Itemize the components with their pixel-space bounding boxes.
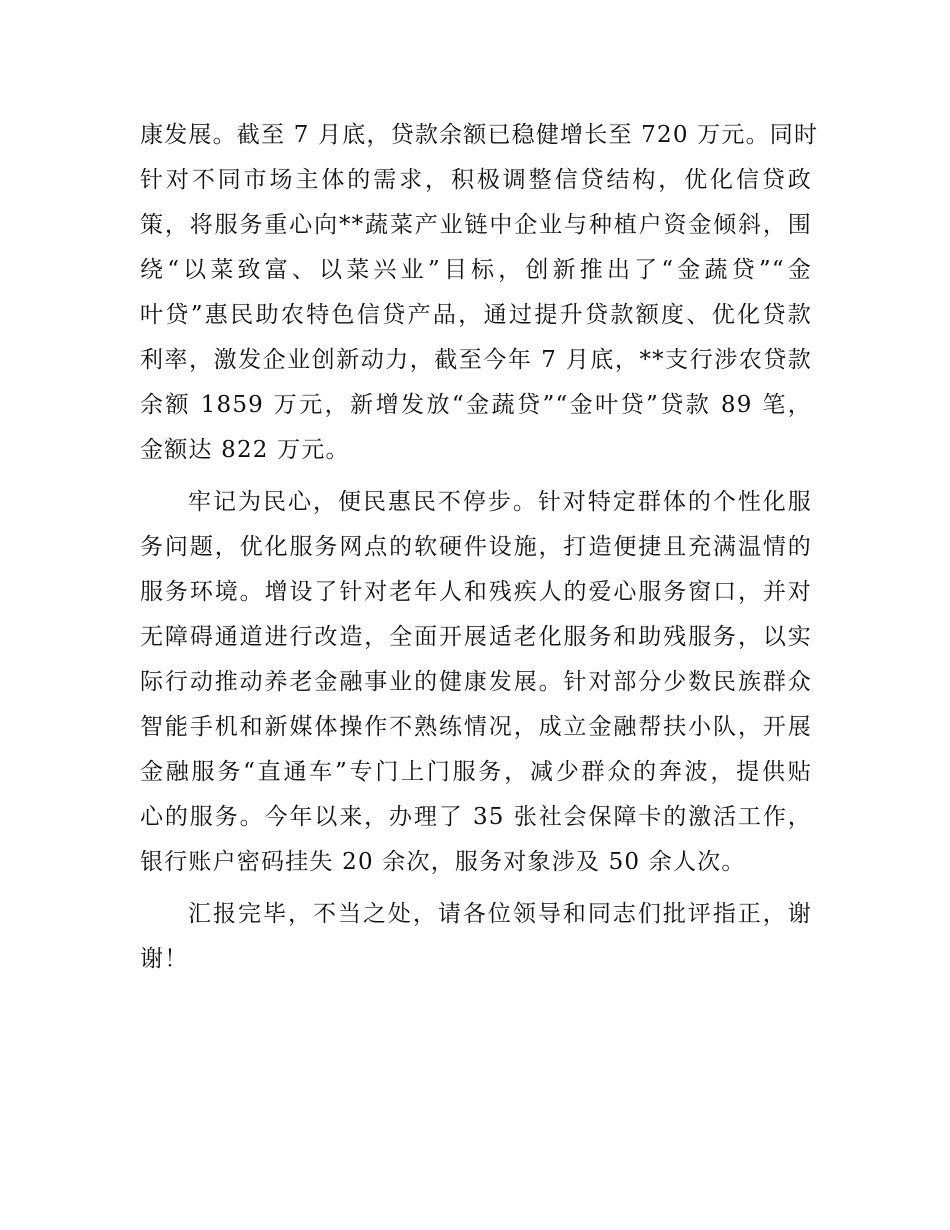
text-line: 策，将服务重心向**蔬菜产业链中企业与种植户资金倾斜，围 bbox=[140, 212, 812, 238]
text-line: 金额达 822 万元。 bbox=[140, 437, 350, 463]
text-line: 心的服务。今年以来，办理了 35 张社会保障卡的激活工作， bbox=[140, 804, 812, 830]
text-line: 务问题，优化服务网点的软硬件设施，打造便捷且充满温情的 bbox=[140, 534, 812, 560]
text-line: 康发展。截至 7 月底，贷款余额已稳健增长至 720 万元。同时 bbox=[140, 122, 819, 148]
text-line: 余额 1859 万元，新增发放“金蔬贷”“金叶贷”贷款 89 笔， bbox=[140, 392, 812, 418]
text-line: 针对不同市场主体的需求，积极调整信贷结构，优化信贷政 bbox=[140, 167, 812, 193]
text-line: 牢记为民心，便民惠民不停步。针对特定群体的个性化服 bbox=[188, 489, 812, 515]
text-line: 无障碍通道进行改造，全面开展适老化服务和助残服务，以实 bbox=[140, 624, 812, 650]
text-line: 际行动推动养老金融事业的健康发展。针对部分少数民族群众 bbox=[140, 669, 812, 695]
text-line: 汇报完毕，不当之处，请各位领导和同志们批评指正，谢 bbox=[188, 901, 812, 927]
text-line: 金融服务“直通车”专门上门服务，减少群众的奔波，提供贴 bbox=[140, 759, 812, 785]
text-line: 绕“以菜致富、以菜兴业”目标，创新推出了“金蔬贷”“金 bbox=[140, 257, 812, 283]
text-line: 银行账户密码挂失 20 余次，服务对象涉及 50 余人次。 bbox=[140, 849, 746, 875]
text-line: 叶贷”惠民助农特色信贷产品，通过提升贷款额度、优化贷款 bbox=[140, 302, 812, 328]
text-line: 利率，激发企业创新动力，截至今年 7 月底，**支行涉农贷款 bbox=[140, 347, 812, 373]
text-line: 谢！ bbox=[140, 946, 189, 972]
text-line: 智能手机和新媒体操作不熟练情况，成立金融帮扶小队，开展 bbox=[140, 714, 812, 740]
text-line: 服务环境。增设了针对老年人和残疾人的爱心服务窗口，并对 bbox=[140, 579, 812, 605]
